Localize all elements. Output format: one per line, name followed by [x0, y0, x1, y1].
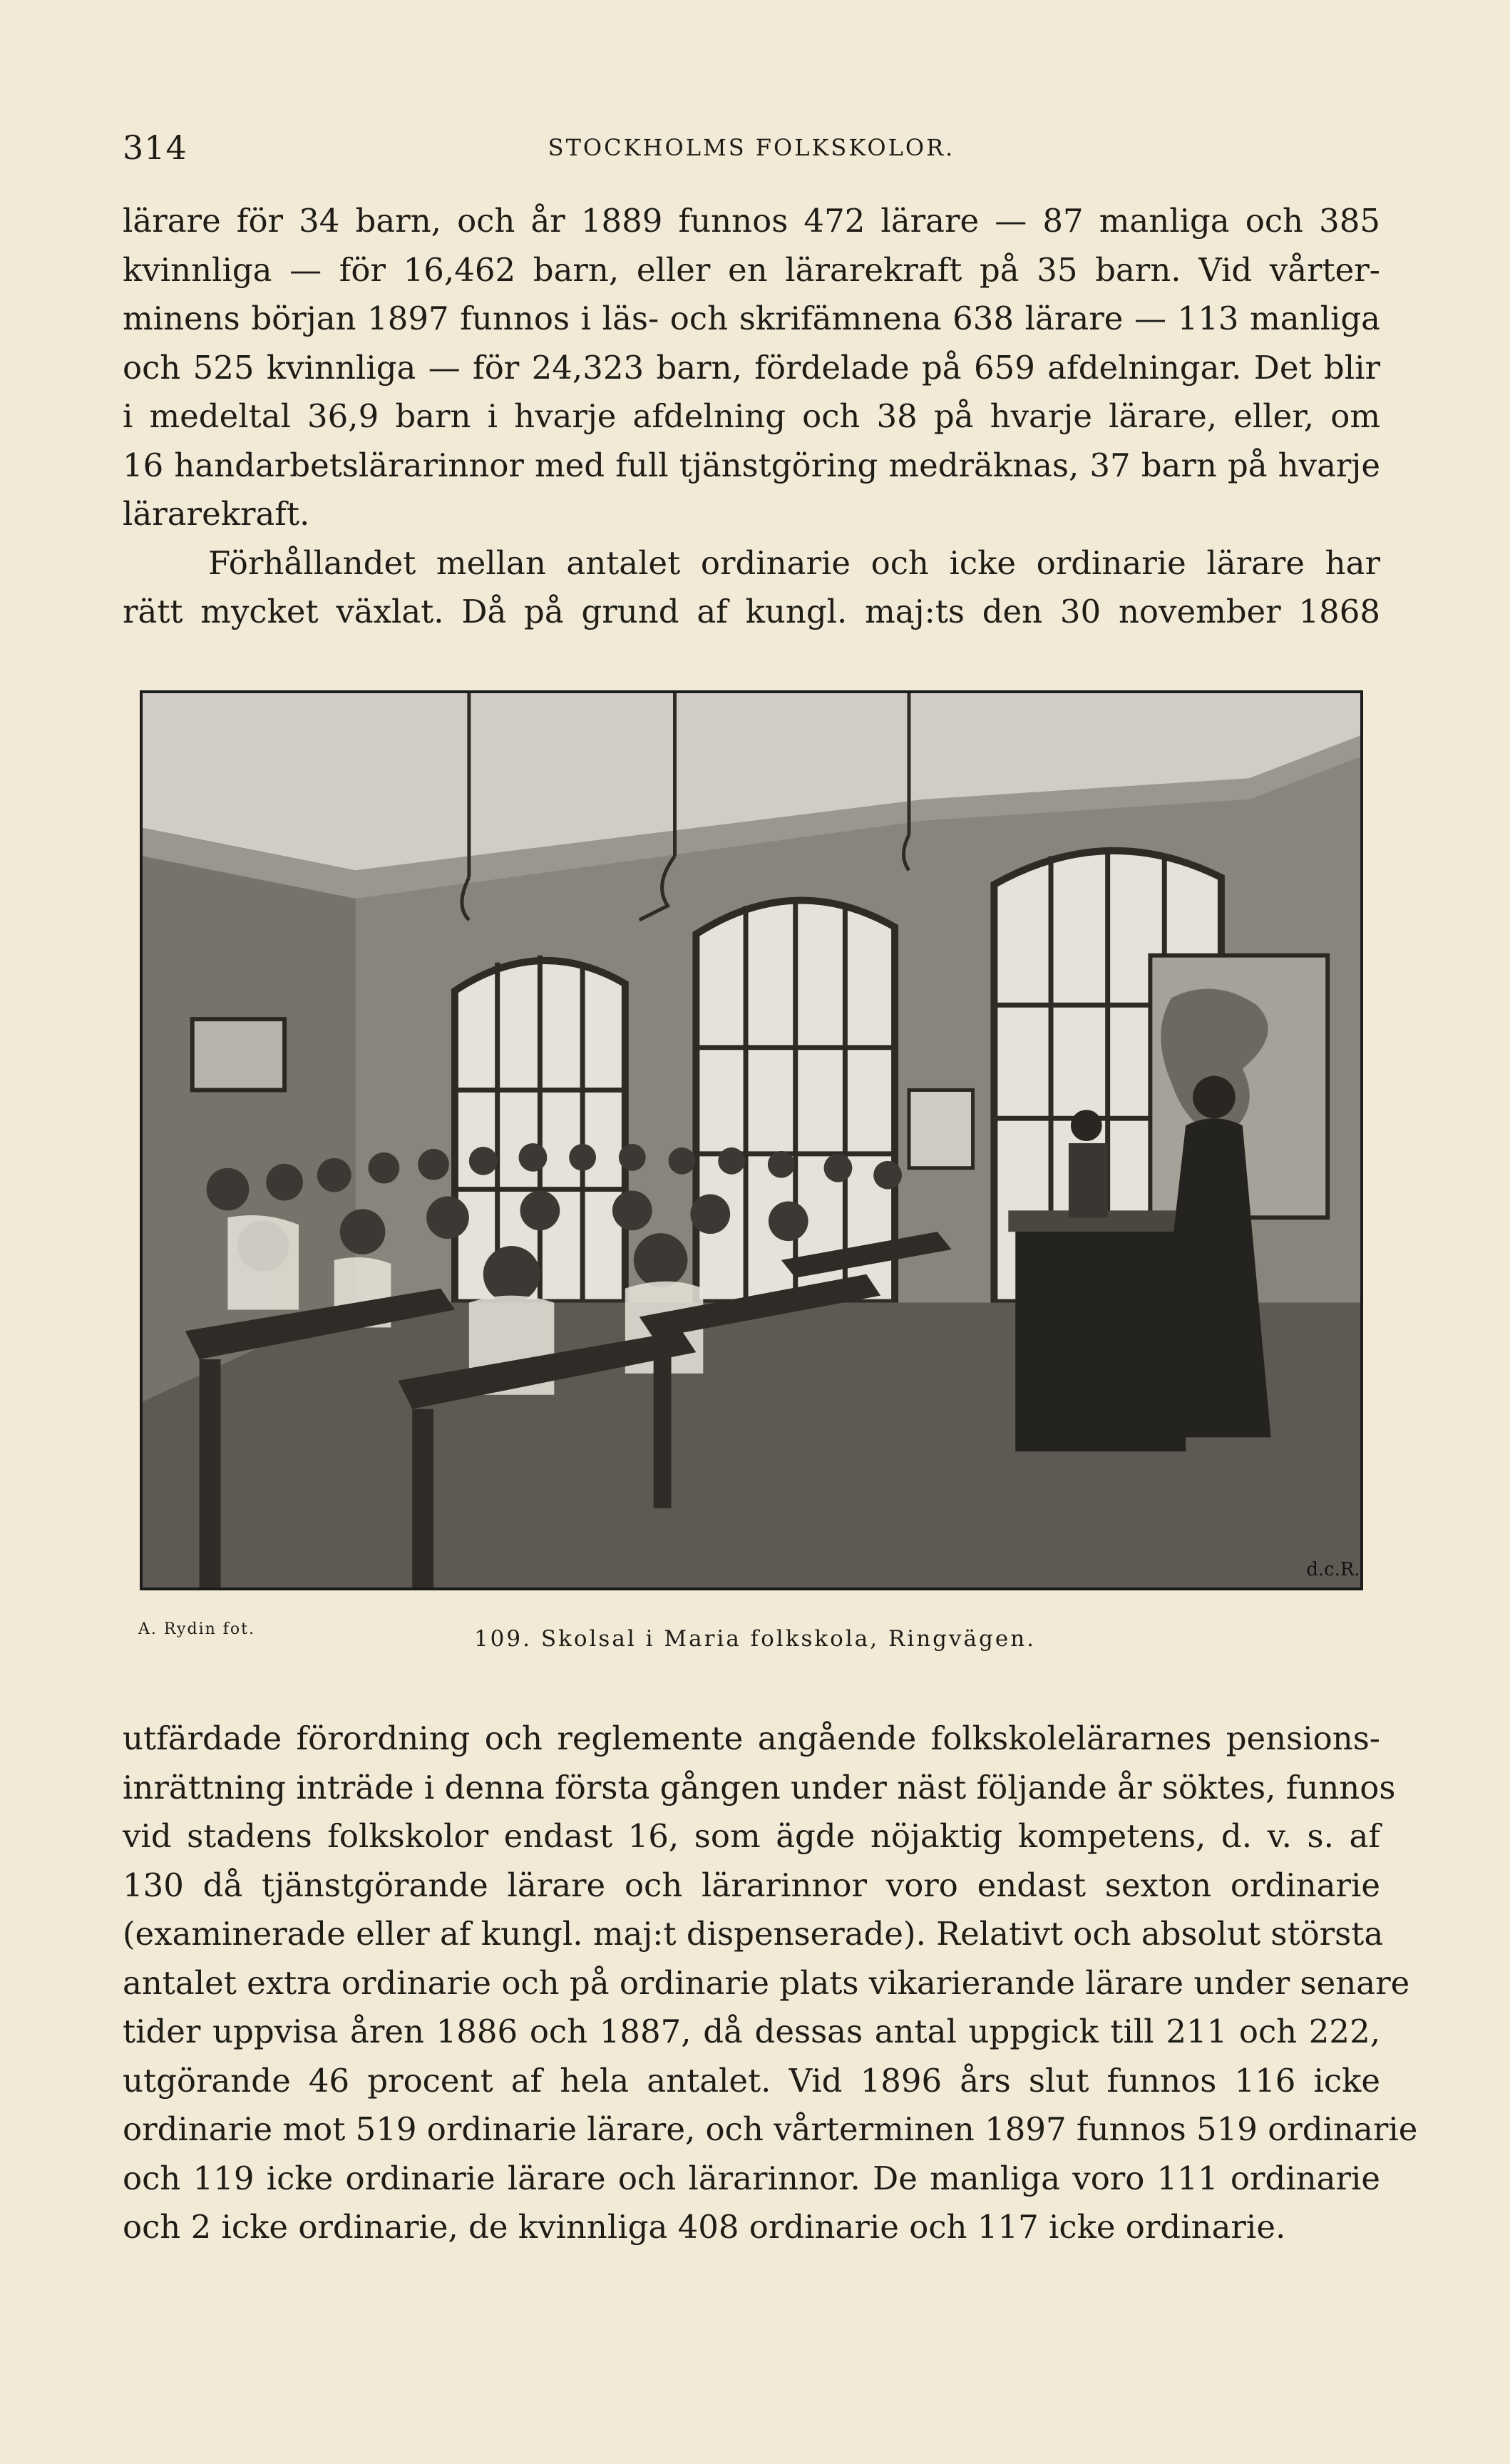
artist-signature: d.c.R.	[1306, 1559, 1360, 1581]
text-line: antalet extra ordinarie och på ordinarie plats vikarierande lärare under senare	[123, 1963, 1410, 2002]
text-line: lärarekraft.	[123, 495, 310, 533]
text-line: lärare för 34 barn, och år 1889 funnos 472 lärare — 87 manliga och 385	[123, 202, 1380, 240]
photo-credit: A. Rydin fot.	[138, 1620, 255, 1638]
text-line: utfärdade förordning och reglemente angående folkskolelärarnes pensions-	[123, 1719, 1380, 1757]
text-line: och 119 icke ordinarie lärare och lärarinnor. De manliga voro 111 ordinarie	[123, 2159, 1380, 2197]
text-line: inrättning inträde i denna första gången under näst följande år söktes, funnos	[123, 1768, 1396, 1806]
text-line: i medeltal 36,9 barn i hvarje afdelning och 38 på hvarje lärare, eller, om	[123, 397, 1380, 435]
text-line: och 2 icke ordinarie, de kvinnliga 408 ordinarie och 117 icke ordinarie.	[123, 2208, 1286, 2246]
text-line: utgörande 46 procent af hela antalet. Vid 1896 års slut funnos 116 icke	[123, 2061, 1380, 2100]
text-line: Förhållandet mellan antalet ordinarie och icke ordinarie lärare har	[208, 543, 1380, 582]
text-line: och 525 kvinnliga — för 24,323 barn, fördelade på 659 afdelningar. Det blir	[123, 348, 1380, 387]
text-line: 130 då tjänstgörande lärare och lärarinnor voro endast sexton ordinarie	[123, 1866, 1380, 1904]
text-line: tider uppvisa åren 1886 och 1887, då dessas antal uppgick till 211 och 222,	[123, 2013, 1380, 2050]
running-title: STOCKHOLMS FOLKSKOLOR.	[548, 134, 955, 161]
text-line: minens början 1897 funnos i läs- och skrifämnena 638 lärare — 113 manliga	[123, 300, 1380, 337]
text-line: kvinnliga — för 16,462 barn, eller en lärarekraft på 35 barn. Vid vårter-	[123, 250, 1380, 289]
figure-caption: 109. Skolsal i Maria folkskola, Ringvägen.	[473, 1626, 1037, 1652]
bottom-paragraph	[123, 1714, 1418, 2252]
text-line: ordinarie mot 519 ordinarie lärare, och vårterminen 1897 funnos 519 ordinarie	[123, 2110, 1418, 2148]
classroom-photograph	[140, 690, 1363, 1590]
running-head	[123, 128, 1380, 171]
text-line: vid stadens folkskolor endast 16, som ägde nöjaktig kompetens, d. v. s. af	[123, 1817, 1380, 1855]
text-line: rätt mycket växlat. Då på grund af kungl. maj:ts den 30 november 1868	[123, 593, 1380, 630]
text-line: 16 handarbetslärarinnor med full tjänstgöring medräknas, 37 barn på hvarje	[123, 446, 1380, 484]
top-paragraphs	[123, 197, 1380, 637]
page-number: 314	[123, 128, 188, 167]
text-line: (examinerade eller af kungl. maj:t dispenserade). Relativt och absolut största	[123, 1915, 1384, 1953]
